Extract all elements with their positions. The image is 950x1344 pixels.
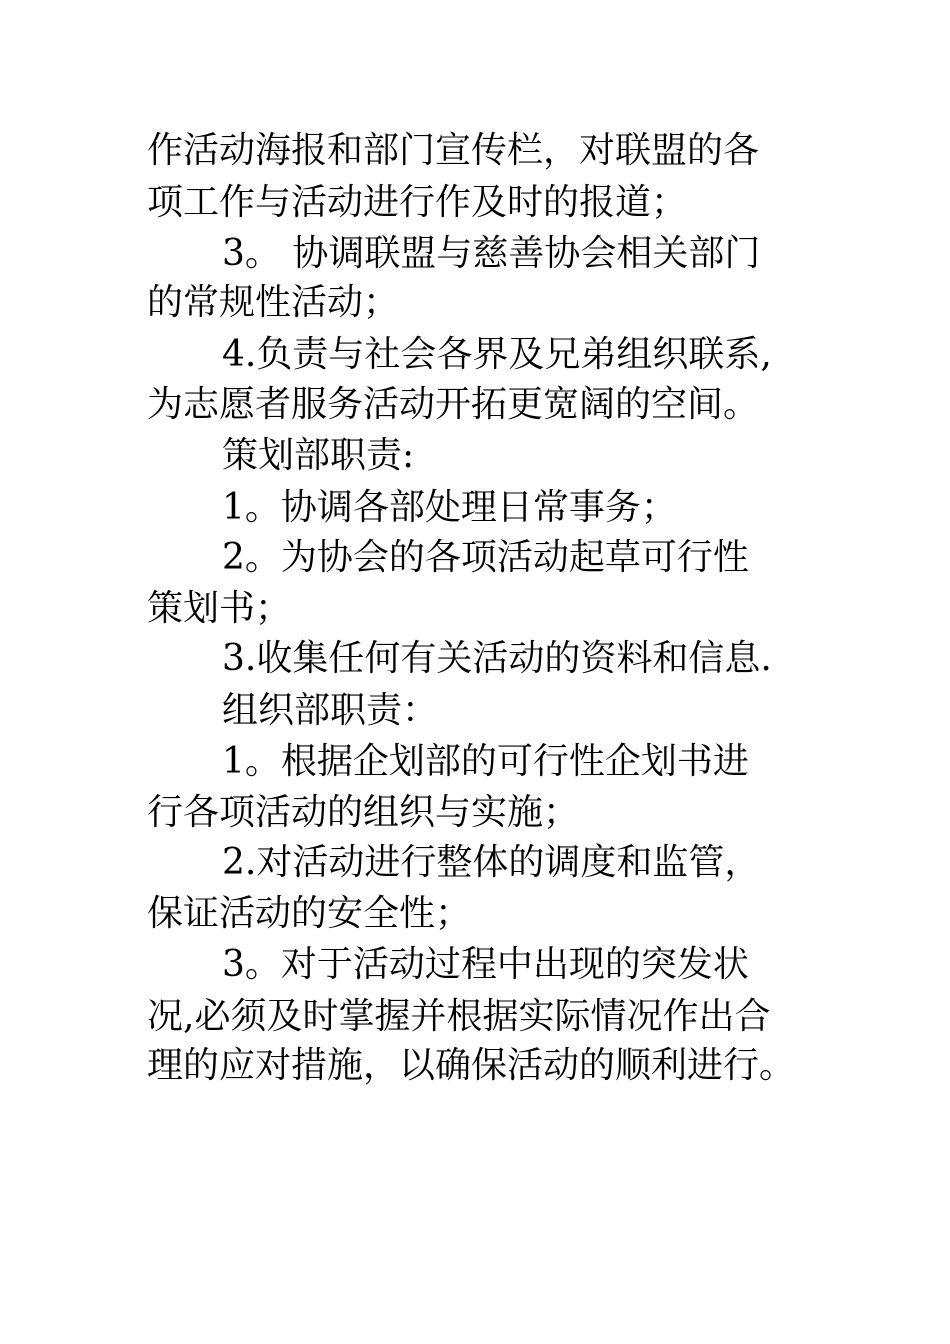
body-text-line: 理的应对措施，以确保活动的顺利进行。: [147, 1045, 796, 1086]
section-heading: 组织部职责：: [222, 690, 439, 731]
body-text-line: 作活动海报和部门宣传栏，对联盟的各: [147, 130, 760, 171]
list-item-text: 3。对于活动过程中出现的突发状: [222, 944, 749, 985]
body-text-line: 的常规性活动；: [147, 282, 400, 323]
body-text-line: 保证活动的安全性；: [147, 893, 472, 934]
list-item-text: 3.收集任何有关活动的资料和信息.: [222, 638, 772, 679]
list-item-text: 1。协调各部处理日常事务；: [222, 487, 677, 528]
list-item-text: 1。根据企划部的可行性企划书进: [222, 741, 749, 782]
list-item-text: 2.对活动进行整体的调度和监管，: [222, 842, 761, 883]
list-item-text: 3。 协调联盟与慈善协会相关部门: [222, 233, 761, 274]
section-heading: 策划部职责:: [222, 435, 415, 476]
body-text-line: 况,必须及时掌握并根据实际情况作出合: [147, 996, 771, 1037]
list-item-text: 2。为协会的各项活动起草可行性: [222, 537, 749, 578]
body-text-line: 为志愿者服务活动开拓更宽阔的空间。: [147, 384, 760, 425]
body-text-line: 策划书；: [147, 588, 292, 629]
body-text-line: 项工作与活动进行作及时的报道；: [147, 182, 688, 223]
list-item-text: 4.负责与社会各界及兄弟组织联系,: [222, 334, 772, 375]
body-text-line: 行各项活动的组织与实施；: [147, 792, 580, 833]
